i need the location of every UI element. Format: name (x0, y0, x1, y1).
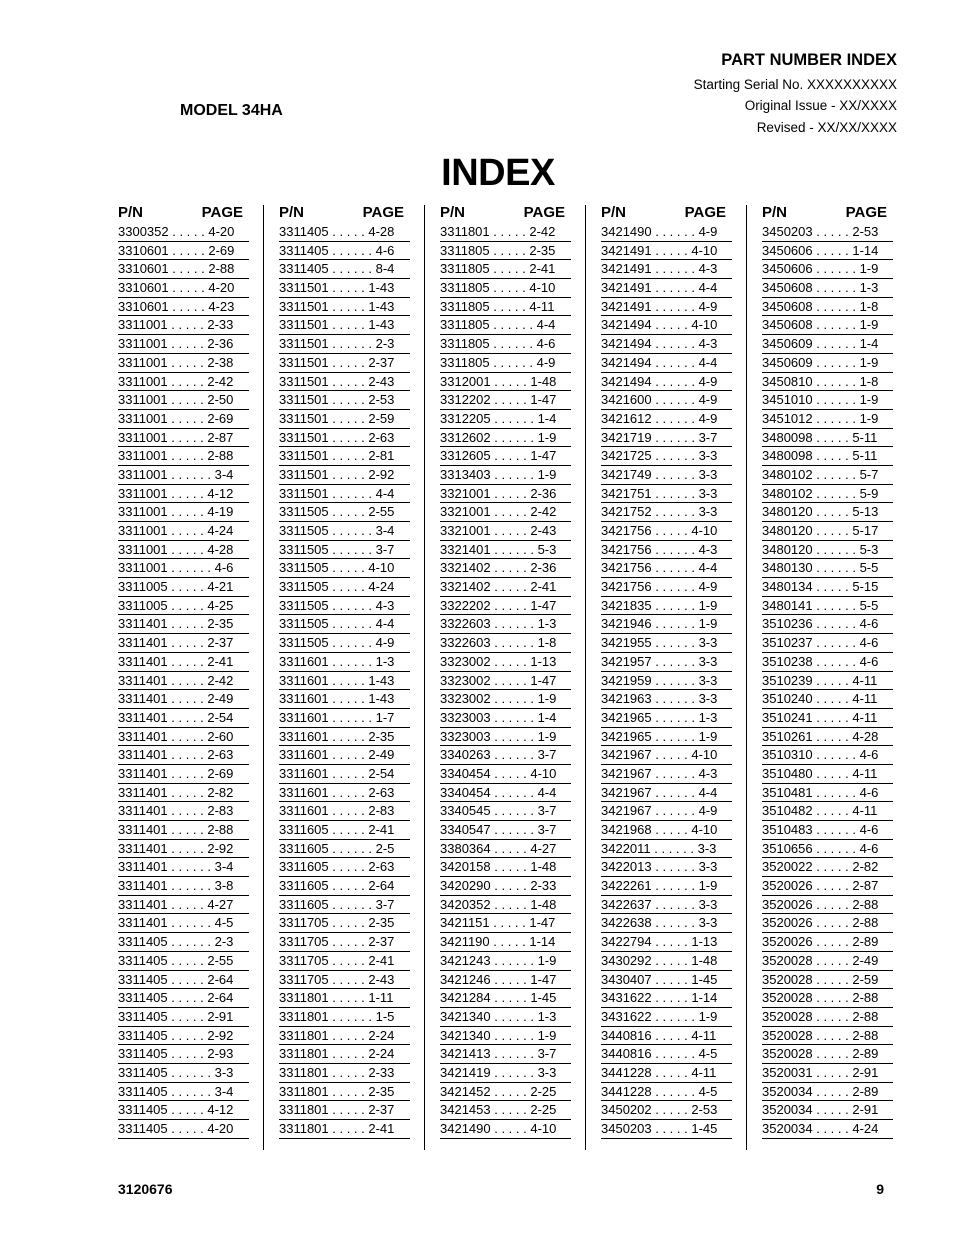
index-entry: 3311401 . . . . . 2-92 (118, 840, 249, 859)
index-entry: 3520028 . . . . . 2-88 (762, 1027, 893, 1046)
index-entry: 3311401 . . . . . 2-37 (118, 634, 249, 653)
index-entry: 3311505 . . . . . 4-24 (279, 578, 410, 597)
index-entry: 3520026 . . . . . 2-87 (762, 877, 893, 896)
index-entry: 3431622 . . . . . . 1-9 (601, 1008, 732, 1027)
index-entry: 3520028 . . . . . 2-88 (762, 989, 893, 1008)
index-entry: 3311605 . . . . . 2-41 (279, 821, 410, 840)
index-entry: 3311405 . . . . . 2-93 (118, 1045, 249, 1064)
index-entry: 3311001 . . . . . 2-38 (118, 354, 249, 373)
index-entry: 3311001 . . . . . 4-24 (118, 522, 249, 541)
index-entry: 3311501 . . . . . 1-43 (279, 298, 410, 317)
index-entry: 3311001 . . . . . 2-50 (118, 391, 249, 410)
index-entry: 3311801 . . . . . 2-42 (440, 223, 571, 242)
index-entry: 3311401 . . . . . 2-41 (118, 653, 249, 672)
index-entry: 3311001 . . . . . 2-36 (118, 335, 249, 354)
index-entry: 3422013 . . . . . . 3-3 (601, 858, 732, 877)
index-entry: 3311001 . . . . . . 4-6 (118, 559, 249, 578)
pn-header: P/N (440, 204, 466, 221)
index-entry: 3450609 . . . . . . 1-9 (762, 354, 893, 373)
index-entry: 3311705 . . . . . 2-41 (279, 952, 410, 971)
index-entry: 3311401 . . . . . 2-63 (118, 746, 249, 765)
index-entry: 3311001 . . . . . 4-19 (118, 503, 249, 522)
index-entry: 3311401 . . . . . . 4-5 (118, 914, 249, 933)
index-entry: 3421452 . . . . . 2-25 (440, 1083, 571, 1102)
index-entry: 3311505 . . . . . . 3-4 (279, 522, 410, 541)
index-entry: 3510261 . . . . . 4-28 (762, 728, 893, 747)
column-divider (585, 205, 586, 1150)
page-header: PAGE (845, 204, 887, 221)
index-entry: 3422637 . . . . . . 3-3 (601, 896, 732, 915)
index-entry: 3421491 . . . . . 4-10 (601, 242, 732, 261)
index-entry: 3421968 . . . . . 4-10 (601, 821, 732, 840)
index-entry: 3321401 . . . . . . 5-3 (440, 541, 571, 560)
header-original-issue: Original Issue - XX/XXXX (744, 98, 897, 113)
index-entry: 3311401 . . . . . 2-82 (118, 784, 249, 803)
index-entry: 3340263 . . . . . . 3-7 (440, 746, 571, 765)
index-entry: 3323002 . . . . . 1-13 (440, 653, 571, 672)
index-entry: 3340454 . . . . . . 4-4 (440, 784, 571, 803)
index-entry: 3311601 . . . . . 2-54 (279, 765, 410, 784)
index-entry: 3310601 . . . . . 2-69 (118, 242, 249, 261)
index-title: INDEX (441, 152, 555, 194)
index-entry: 3510482 . . . . . 4-11 (762, 802, 893, 821)
index-entry: 3311405 . . . . . . 3-3 (118, 1064, 249, 1083)
index-entry: 3311405 . . . . . 2-64 (118, 989, 249, 1008)
index-entry: 3421494 . . . . . . 4-9 (601, 373, 732, 392)
index-entry: 3311405 . . . . . 4-20 (118, 1120, 249, 1139)
index-entry: 3520028 . . . . . 2-88 (762, 1008, 893, 1027)
index-entry: 3480120 . . . . . 5-17 (762, 522, 893, 541)
index-entry: 3322202 . . . . . 1-47 (440, 597, 571, 616)
index-entry: 3311805 . . . . . 4-10 (440, 279, 571, 298)
index-entry: 3451012 . . . . . . 1-9 (762, 410, 893, 429)
index-entry: 3421967 . . . . . . 4-3 (601, 765, 732, 784)
index-entry: 3311401 . . . . . . 3-4 (118, 858, 249, 877)
index-entry: 3311001 . . . . . 2-33 (118, 316, 249, 335)
index-entry: 3450608 . . . . . . 1-9 (762, 316, 893, 335)
page-header: PAGE (201, 204, 243, 221)
index-entry: 3311401 . . . . . 2-88 (118, 821, 249, 840)
index-entry: 3510239 . . . . . 4-11 (762, 672, 893, 691)
index-entry: 3311001 . . . . . 2-42 (118, 373, 249, 392)
index-entry: 3480098 . . . . . 5-11 (762, 447, 893, 466)
index-column (762, 203, 893, 1139)
index-entry: 3421491 . . . . . . 4-9 (601, 298, 732, 317)
index-entry: 3311801 . . . . . 2-33 (279, 1064, 410, 1083)
index-entry: 3321001 . . . . . 2-42 (440, 503, 571, 522)
index-entry: 3311001 . . . . . 2-88 (118, 447, 249, 466)
index-entry: 3311705 . . . . . 2-37 (279, 933, 410, 952)
index-entry: 3421246 . . . . . 1-47 (440, 971, 571, 990)
index-entry: 3480102 . . . . . . 5-9 (762, 485, 893, 504)
index-entry: 3421965 . . . . . . 1-3 (601, 709, 732, 728)
index-entry: 3311501 . . . . . . 2-3 (279, 335, 410, 354)
index-entry: 3421967 . . . . . . 4-4 (601, 784, 732, 803)
index-entry: 3450609 . . . . . . 1-4 (762, 335, 893, 354)
index-entry: 3421967 . . . . . 4-10 (601, 746, 732, 765)
index-entry: 3421151 . . . . . 1-47 (440, 914, 571, 933)
index-entry: 3321001 . . . . . 2-43 (440, 522, 571, 541)
index-entry: 3311405 . . . . . 2-64 (118, 971, 249, 990)
index-entry: 3421725 . . . . . . 3-3 (601, 447, 732, 466)
index-entry: 3421340 . . . . . . 1-3 (440, 1008, 571, 1027)
index-entry: 3311405 . . . . . . 2-3 (118, 933, 249, 952)
index-column (279, 203, 410, 1139)
index-entry: 3520026 . . . . . 2-89 (762, 933, 893, 952)
footer-page-number: 9 (876, 1181, 884, 1197)
index-entry: 3311505 . . . . . . 4-3 (279, 597, 410, 616)
index-entry: 3311601 . . . . . 1-43 (279, 672, 410, 691)
index-entry: 3421243 . . . . . . 1-9 (440, 952, 571, 971)
index-entry: 3421612 . . . . . . 4-9 (601, 410, 732, 429)
index-entry: 3322603 . . . . . . 1-3 (440, 615, 571, 634)
index-entry: 3380364 . . . . . 4-27 (440, 840, 571, 859)
index-entry: 3510310 . . . . . . 4-6 (762, 746, 893, 765)
index-entry: 3421749 . . . . . . 3-3 (601, 466, 732, 485)
index-entry: 3322603 . . . . . . 1-8 (440, 634, 571, 653)
index-entry: 3441228 . . . . . . 4-5 (601, 1083, 732, 1102)
index-entry: 3311605 . . . . . 2-64 (279, 877, 410, 896)
index-entry: 3323002 . . . . . . 1-9 (440, 690, 571, 709)
index-entry: 3312202 . . . . . 1-47 (440, 391, 571, 410)
index-entry: 3520028 . . . . . 2-89 (762, 1045, 893, 1064)
index-entry: 3311401 . . . . . 2-49 (118, 690, 249, 709)
index-entry: 3340545 . . . . . . 3-7 (440, 802, 571, 821)
index-entry: 3311405 . . . . . . 3-4 (118, 1083, 249, 1102)
index-entry: 3311505 . . . . . 2-55 (279, 503, 410, 522)
index-entry: 3311601 . . . . . 2-35 (279, 728, 410, 747)
index-entry: 3311501 . . . . . 2-37 (279, 354, 410, 373)
index-entry: 3421490 . . . . . 4-10 (440, 1120, 571, 1139)
index-entry: 3311601 . . . . . 2-83 (279, 802, 410, 821)
index-entry: 3510480 . . . . . 4-11 (762, 765, 893, 784)
index-entry: 3421494 . . . . . 4-10 (601, 316, 732, 335)
index-entry: 3321001 . . . . . 2-36 (440, 485, 571, 504)
index-entry: 3311601 . . . . . . 1-3 (279, 653, 410, 672)
index-entry: 3311405 . . . . . 2-55 (118, 952, 249, 971)
index-entry: 3311805 . . . . . 2-41 (440, 260, 571, 279)
index-column (440, 203, 571, 1139)
index-entry: 3451010 . . . . . . 1-9 (762, 391, 893, 410)
index-entry: 3421494 . . . . . . 4-4 (601, 354, 732, 373)
index-entry: 3311801 . . . . . 1-11 (279, 989, 410, 1008)
index-entry: 3510238 . . . . . . 4-6 (762, 653, 893, 672)
index-entry: 3421284 . . . . . 1-45 (440, 989, 571, 1008)
index-entry: 3421453 . . . . . 2-25 (440, 1101, 571, 1120)
page-header: PAGE (523, 204, 565, 221)
index-entry: 3520034 . . . . . 4-24 (762, 1120, 893, 1139)
column-divider (746, 205, 747, 1150)
index-entry: 3480134 . . . . . 5-15 (762, 578, 893, 597)
index-entry: 3312205 . . . . . . 1-4 (440, 410, 571, 429)
index-entry: 3311001 . . . . . 2-69 (118, 410, 249, 429)
index-entry: 3421751 . . . . . . 3-3 (601, 485, 732, 504)
index-entry: 3421756 . . . . . . 4-9 (601, 578, 732, 597)
index-entry: 3311705 . . . . . 2-35 (279, 914, 410, 933)
index-entry: 3323003 . . . . . . 1-4 (440, 709, 571, 728)
index-entry: 3510241 . . . . . 4-11 (762, 709, 893, 728)
index-entry: 3520028 . . . . . 2-59 (762, 971, 893, 990)
index-entry: 3431622 . . . . . 1-14 (601, 989, 732, 1008)
index-entry: 3520022 . . . . . 2-82 (762, 858, 893, 877)
index-entry: 3441228 . . . . . 4-11 (601, 1064, 732, 1083)
index-entry: 3510240 . . . . . 4-11 (762, 690, 893, 709)
index-entry: 3421946 . . . . . . 1-9 (601, 615, 732, 634)
index-entry: 3310601 . . . . . 2-88 (118, 260, 249, 279)
index-entry: 3311405 . . . . . . 4-6 (279, 242, 410, 261)
index-entry: 3312605 . . . . . 1-47 (440, 447, 571, 466)
index-entry: 3311805 . . . . . 2-35 (440, 242, 571, 261)
model-label: MODEL 34HA (180, 102, 283, 119)
index-entry: 3450203 . . . . . 2-53 (762, 223, 893, 242)
index-entry: 3311805 . . . . . . 4-9 (440, 354, 571, 373)
index-entry: 3480130 . . . . . . 5-5 (762, 559, 893, 578)
index-entry: 3311505 . . . . . . 4-9 (279, 634, 410, 653)
index-entry: 3340454 . . . . . 4-10 (440, 765, 571, 784)
index-entry: 3310601 . . . . . 4-20 (118, 279, 249, 298)
index-entry: 3311501 . . . . . 1-43 (279, 279, 410, 298)
index-entry: 3311401 . . . . . 2-60 (118, 728, 249, 747)
column-header (601, 203, 732, 223)
index-entry: 3422794 . . . . . 1-13 (601, 933, 732, 952)
column-header (440, 203, 571, 223)
index-entry: 3311001 . . . . . 2-87 (118, 429, 249, 448)
index-entry: 3421963 . . . . . . 3-3 (601, 690, 732, 709)
index-entry: 3421756 . . . . . . 4-4 (601, 559, 732, 578)
index-entry: 3421340 . . . . . . 1-9 (440, 1027, 571, 1046)
index-entry: 3422011 . . . . . . 3-3 (601, 840, 732, 859)
column-header (762, 203, 893, 223)
index-column (118, 203, 249, 1139)
index-entry: 3323003 . . . . . . 1-9 (440, 728, 571, 747)
footer-doc-number: 3120676 (118, 1181, 173, 1197)
index-entry: 3311405 . . . . . 2-92 (118, 1027, 249, 1046)
index-entry: 3421491 . . . . . . 4-4 (601, 279, 732, 298)
index-entry: 3311501 . . . . . . 4-4 (279, 485, 410, 504)
index-entry: 3311501 . . . . . 2-92 (279, 466, 410, 485)
index-entry: 3421413 . . . . . . 3-7 (440, 1045, 571, 1064)
index-entry: 3520034 . . . . . 2-91 (762, 1101, 893, 1120)
index-entry: 3340547 . . . . . . 3-7 (440, 821, 571, 840)
index-entry: 3520034 . . . . . 2-89 (762, 1083, 893, 1102)
index-entry: 3421190 . . . . . 1-14 (440, 933, 571, 952)
index-entry: 3421419 . . . . . . 3-3 (440, 1064, 571, 1083)
column-divider (424, 205, 425, 1150)
index-entry: 3311801 . . . . . . 1-5 (279, 1008, 410, 1027)
index-entry: 3311501 . . . . . 1-43 (279, 316, 410, 335)
index-entry: 3311605 . . . . . 2-63 (279, 858, 410, 877)
header-revised: Revised - XX/XX/XXXX (756, 120, 897, 135)
index-entry: 3450608 . . . . . . 1-8 (762, 298, 893, 317)
index-entry: 3321402 . . . . . 2-36 (440, 559, 571, 578)
index-entry: 3311601 . . . . . 2-63 (279, 784, 410, 803)
index-entry: 3421719 . . . . . . 3-7 (601, 429, 732, 448)
index-entry: 3421756 . . . . . 4-10 (601, 522, 732, 541)
index-entry: 3311005 . . . . . 4-25 (118, 597, 249, 616)
index-entry: 3311005 . . . . . 4-21 (118, 578, 249, 597)
index-entry: 3421752 . . . . . . 3-3 (601, 503, 732, 522)
column-header (279, 203, 410, 223)
index-entry: 3421756 . . . . . . 4-3 (601, 541, 732, 560)
index-entry: 3430407 . . . . . 1-45 (601, 971, 732, 990)
index-entry: 3440816 . . . . . 4-11 (601, 1027, 732, 1046)
index-entry: 3311805 . . . . . . 4-4 (440, 316, 571, 335)
index-entry: 3311601 . . . . . . 1-7 (279, 709, 410, 728)
pn-header: P/N (279, 204, 305, 221)
index-entry: 3510237 . . . . . . 4-6 (762, 634, 893, 653)
index-entry: 3311505 . . . . . 4-10 (279, 559, 410, 578)
index-entry: 3421955 . . . . . . 3-3 (601, 634, 732, 653)
index-entry: 3450608 . . . . . . 1-3 (762, 279, 893, 298)
index-entry: 3421490 . . . . . . 4-9 (601, 223, 732, 242)
index-entry: 3311401 . . . . . 2-69 (118, 765, 249, 784)
index-entry: 3480141 . . . . . . 5-5 (762, 597, 893, 616)
index-entry: 3310601 . . . . . 4-23 (118, 298, 249, 317)
index-entry: 3311401 . . . . . . 3-8 (118, 877, 249, 896)
index-entry: 3520026 . . . . . 2-88 (762, 914, 893, 933)
index-entry: 3480120 . . . . . . 5-3 (762, 541, 893, 560)
index-entry: 3312001 . . . . . 1-48 (440, 373, 571, 392)
pn-header: P/N (762, 204, 788, 221)
page-header: PAGE (684, 204, 726, 221)
index-entry: 3440816 . . . . . . 4-5 (601, 1045, 732, 1064)
index-entry: 3311401 . . . . . 2-83 (118, 802, 249, 821)
index-entry: 3421965 . . . . . . 1-9 (601, 728, 732, 747)
index-entry: 3420290 . . . . . 2-33 (440, 877, 571, 896)
index-entry: 3311405 . . . . . 4-28 (279, 223, 410, 242)
index-entry: 3311001 . . . . . . 3-4 (118, 466, 249, 485)
index-entry: 3311601 . . . . . 1-43 (279, 690, 410, 709)
index-entry: 3311401 . . . . . 2-42 (118, 672, 249, 691)
index-entry: 3422261 . . . . . . 1-9 (601, 877, 732, 896)
pn-header: P/N (118, 204, 144, 221)
index-entry: 3420158 . . . . . 1-48 (440, 858, 571, 877)
index-entry: 3510483 . . . . . . 4-6 (762, 821, 893, 840)
index-entry: 3311801 . . . . . 2-37 (279, 1101, 410, 1120)
index-entry: 3313403 . . . . . . 1-9 (440, 466, 571, 485)
index-entry: 3311805 . . . . . . 4-6 (440, 335, 571, 354)
index-entry: 3311501 . . . . . 2-59 (279, 410, 410, 429)
index-entry: 3312602 . . . . . . 1-9 (440, 429, 571, 448)
index-entry: 3311605 . . . . . . 3-7 (279, 896, 410, 915)
index-entry: 3450606 . . . . . . 1-9 (762, 260, 893, 279)
index-entry: 3421600 . . . . . . 4-9 (601, 391, 732, 410)
index-entry: 3311001 . . . . . 4-12 (118, 485, 249, 504)
index-entry: 3311505 . . . . . . 3-7 (279, 541, 410, 560)
page-header: PAGE (362, 204, 404, 221)
index-entry: 3311801 . . . . . 2-35 (279, 1083, 410, 1102)
index-entry: 3421491 . . . . . . 4-3 (601, 260, 732, 279)
index-entry: 3311801 . . . . . 2-41 (279, 1120, 410, 1139)
column-header (118, 203, 249, 223)
index-entry: 3311805 . . . . . 4-11 (440, 298, 571, 317)
index-entry: 3311601 . . . . . 2-49 (279, 746, 410, 765)
index-entry: 3311405 . . . . . . 8-4 (279, 260, 410, 279)
index-entry: 3311605 . . . . . . 2-5 (279, 840, 410, 859)
index-entry: 3311501 . . . . . 2-43 (279, 373, 410, 392)
index-entry: 3450810 . . . . . . 1-8 (762, 373, 893, 392)
index-entry: 3421494 . . . . . . 4-3 (601, 335, 732, 354)
index-entry: 3311705 . . . . . 2-43 (279, 971, 410, 990)
index-entry: 3311001 . . . . . 4-28 (118, 541, 249, 560)
index-entry: 3480120 . . . . . 5-13 (762, 503, 893, 522)
index-entry: 3311801 . . . . . 2-24 (279, 1027, 410, 1046)
index-entry: 3480098 . . . . . 5-11 (762, 429, 893, 448)
index-entry: 3520026 . . . . . 2-88 (762, 896, 893, 915)
index-entry: 3420352 . . . . . 1-48 (440, 896, 571, 915)
index-entry: 3321402 . . . . . 2-41 (440, 578, 571, 597)
index-entry: 3422638 . . . . . . 3-3 (601, 914, 732, 933)
index-entry: 3311801 . . . . . 2-24 (279, 1045, 410, 1064)
index-entry: 3421835 . . . . . . 1-9 (601, 597, 732, 616)
index-entry: 3450606 . . . . . 1-14 (762, 242, 893, 261)
index-entry: 3421957 . . . . . . 3-3 (601, 653, 732, 672)
index-entry: 3510656 . . . . . . 4-6 (762, 840, 893, 859)
index-entry: 3311405 . . . . . 2-91 (118, 1008, 249, 1027)
index-entry: 3480102 . . . . . . 5-7 (762, 466, 893, 485)
index-entry: 3510236 . . . . . . 4-6 (762, 615, 893, 634)
index-entry: 3311401 . . . . . 2-35 (118, 615, 249, 634)
index-entry: 3311501 . . . . . 2-63 (279, 429, 410, 448)
index-column (601, 203, 732, 1139)
index-entry: 3311501 . . . . . 2-53 (279, 391, 410, 410)
index-entry: 3311401 . . . . . 2-54 (118, 709, 249, 728)
index-entry: 3421959 . . . . . . 3-3 (601, 672, 732, 691)
index-entry: 3450203 . . . . . 1-45 (601, 1120, 732, 1139)
index-entry: 3450202 . . . . . 2-53 (601, 1101, 732, 1120)
index-entry: 3520031 . . . . . 2-91 (762, 1064, 893, 1083)
index-entry: 3430292 . . . . . 1-48 (601, 952, 732, 971)
index-entry: 3323002 . . . . . 1-47 (440, 672, 571, 691)
header-serial: Starting Serial No. XXXXXXXXXX (693, 77, 897, 92)
index-entry: 3421967 . . . . . . 4-9 (601, 802, 732, 821)
index-entry: 3311401 . . . . . 4-27 (118, 896, 249, 915)
index-entry: 3510481 . . . . . . 4-6 (762, 784, 893, 803)
index-entry: 3311405 . . . . . 4-12 (118, 1101, 249, 1120)
index-entry: 3300352 . . . . . 4-20 (118, 223, 249, 242)
index-entry: 3520028 . . . . . 2-49 (762, 952, 893, 971)
index-entry: 3311501 . . . . . 2-81 (279, 447, 410, 466)
index-entry: 3311505 . . . . . . 4-4 (279, 615, 410, 634)
pn-header: P/N (601, 204, 627, 221)
header-title: PART NUMBER INDEX (721, 51, 897, 69)
column-divider (263, 205, 264, 1150)
